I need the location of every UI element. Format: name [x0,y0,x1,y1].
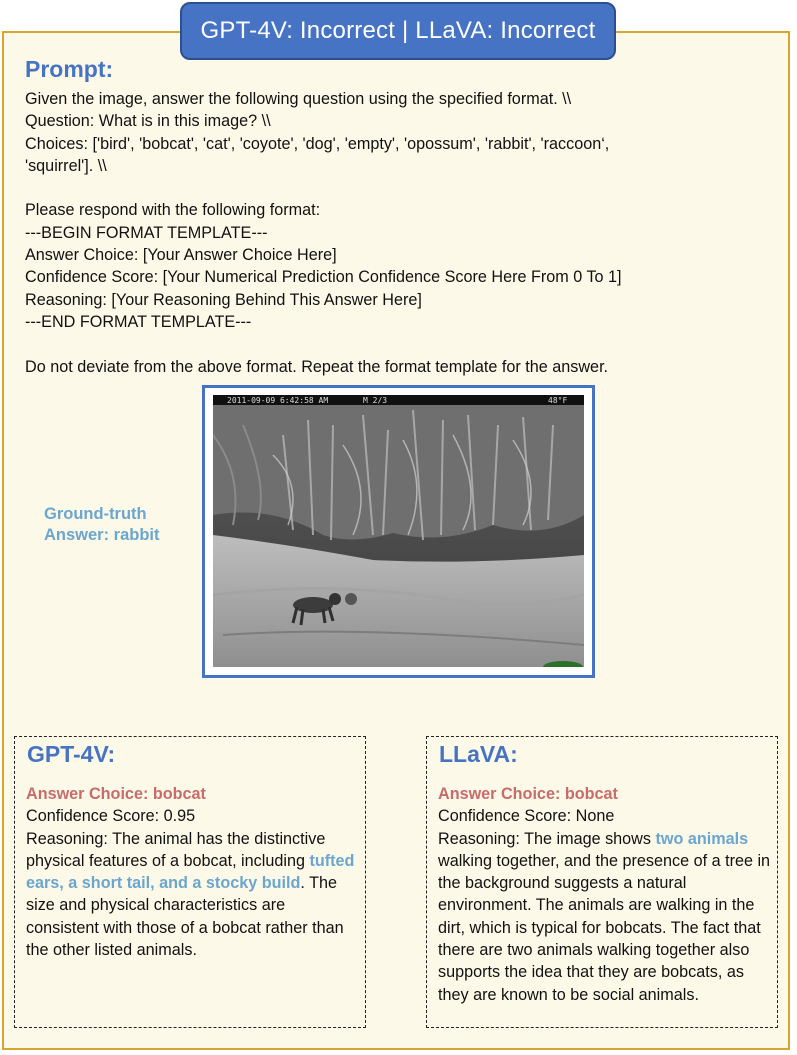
prompt-gap [25,177,765,199]
image-frame-counter: M 2/3 [363,396,388,405]
banner-text: GPT-4V: Incorrect | LLaVA: Incorrect [200,17,596,44]
gpt4v-reasoning [26,828,361,962]
llava-title: LLaVA: [439,741,518,767]
camera-trap-image-frame [202,385,595,678]
prompt-line: Question: What is in this image? \\ [25,112,271,131]
prompt-gap [25,333,765,355]
prompt-title: Prompt: [25,56,114,82]
gpt4v-title: GPT-4V: [27,741,116,767]
gpt4v-reasoning-highlight: tufted ears, a short tail, and a stocky build [26,851,355,893]
result-banner [180,2,616,60]
llava-reasoning-highlight: two animals [655,829,749,848]
ground-truth-label [44,504,160,546]
llava-response-body [438,783,773,1006]
gpt4v-reasoning-part1: Reasoning: The animal has the distinctive physical features of a bobcat, including [26,829,326,870]
llava-answer-choice: Answer Choice: bobcat [438,785,618,803]
ground-truth-line1: Ground-truth [44,505,147,523]
gpt4v-response-box [14,736,366,1028]
prompt-line: Please respond with the following format: [25,201,321,220]
camera-trap-image [213,395,584,667]
prompt-line: Given the image, answer the following question using the specified format. \\ [25,90,572,108]
image-temperature: 48°F [548,396,568,405]
gpt4v-response-body [26,783,361,961]
prompt-line: ---BEGIN FORMAT TEMPLATE--- [25,223,268,242]
prompt-line: 'squirrel']. \\ [25,156,107,175]
prompt-line: Answer Choice: [Your Answer Choice Here] [25,246,337,265]
llava-reasoning [438,828,773,1006]
llava-confidence: Confidence Score: None [438,807,615,826]
prompt-line: Do not deviate from the above format. Repeat the format template for the answer. [25,357,609,376]
prompt-line: Reasoning: [Your Reasoning Behind This Answer Here] [25,290,422,309]
gpt4v-confidence: Confidence Score: 0.95 [26,807,196,826]
prompt-line: Confidence Score: [Your Numerical Prediction Confidence Score Here From 0 To 1] [25,268,622,287]
gpt4v-answer-choice: Answer Choice: bobcat [26,785,206,803]
llava-reasoning-part2: walking together, and the presence of a tree in the background suggests a natural environment. The animals are walking in the dirt, which is typical for bobcats. The fact that there are two animals walking together also supports the idea that they are bobcats, as they are known to be social animals. [438,851,771,1004]
prompt-line: Choices: ['bird', 'bobcat', 'cat', 'coyote', 'dog', 'empty', 'opossum', 'rabbit', 'raccoon‘, [25,134,610,153]
ground-truth-line2: Answer: rabbit [44,526,160,544]
prompt-line: ---END FORMAT TEMPLATE--- [25,312,252,331]
llava-response-box [426,736,778,1028]
gpt4v-reasoning-part2: . The size and physical characteristics are consistent with those of a bobcat rather than the other listed animals. [26,874,344,960]
llava-reasoning-part1: Reasoning: The image shows [438,829,656,848]
prompt-text [25,88,765,378]
image-timestamp: 2011-09-09 6:42:58 AM [227,396,329,405]
